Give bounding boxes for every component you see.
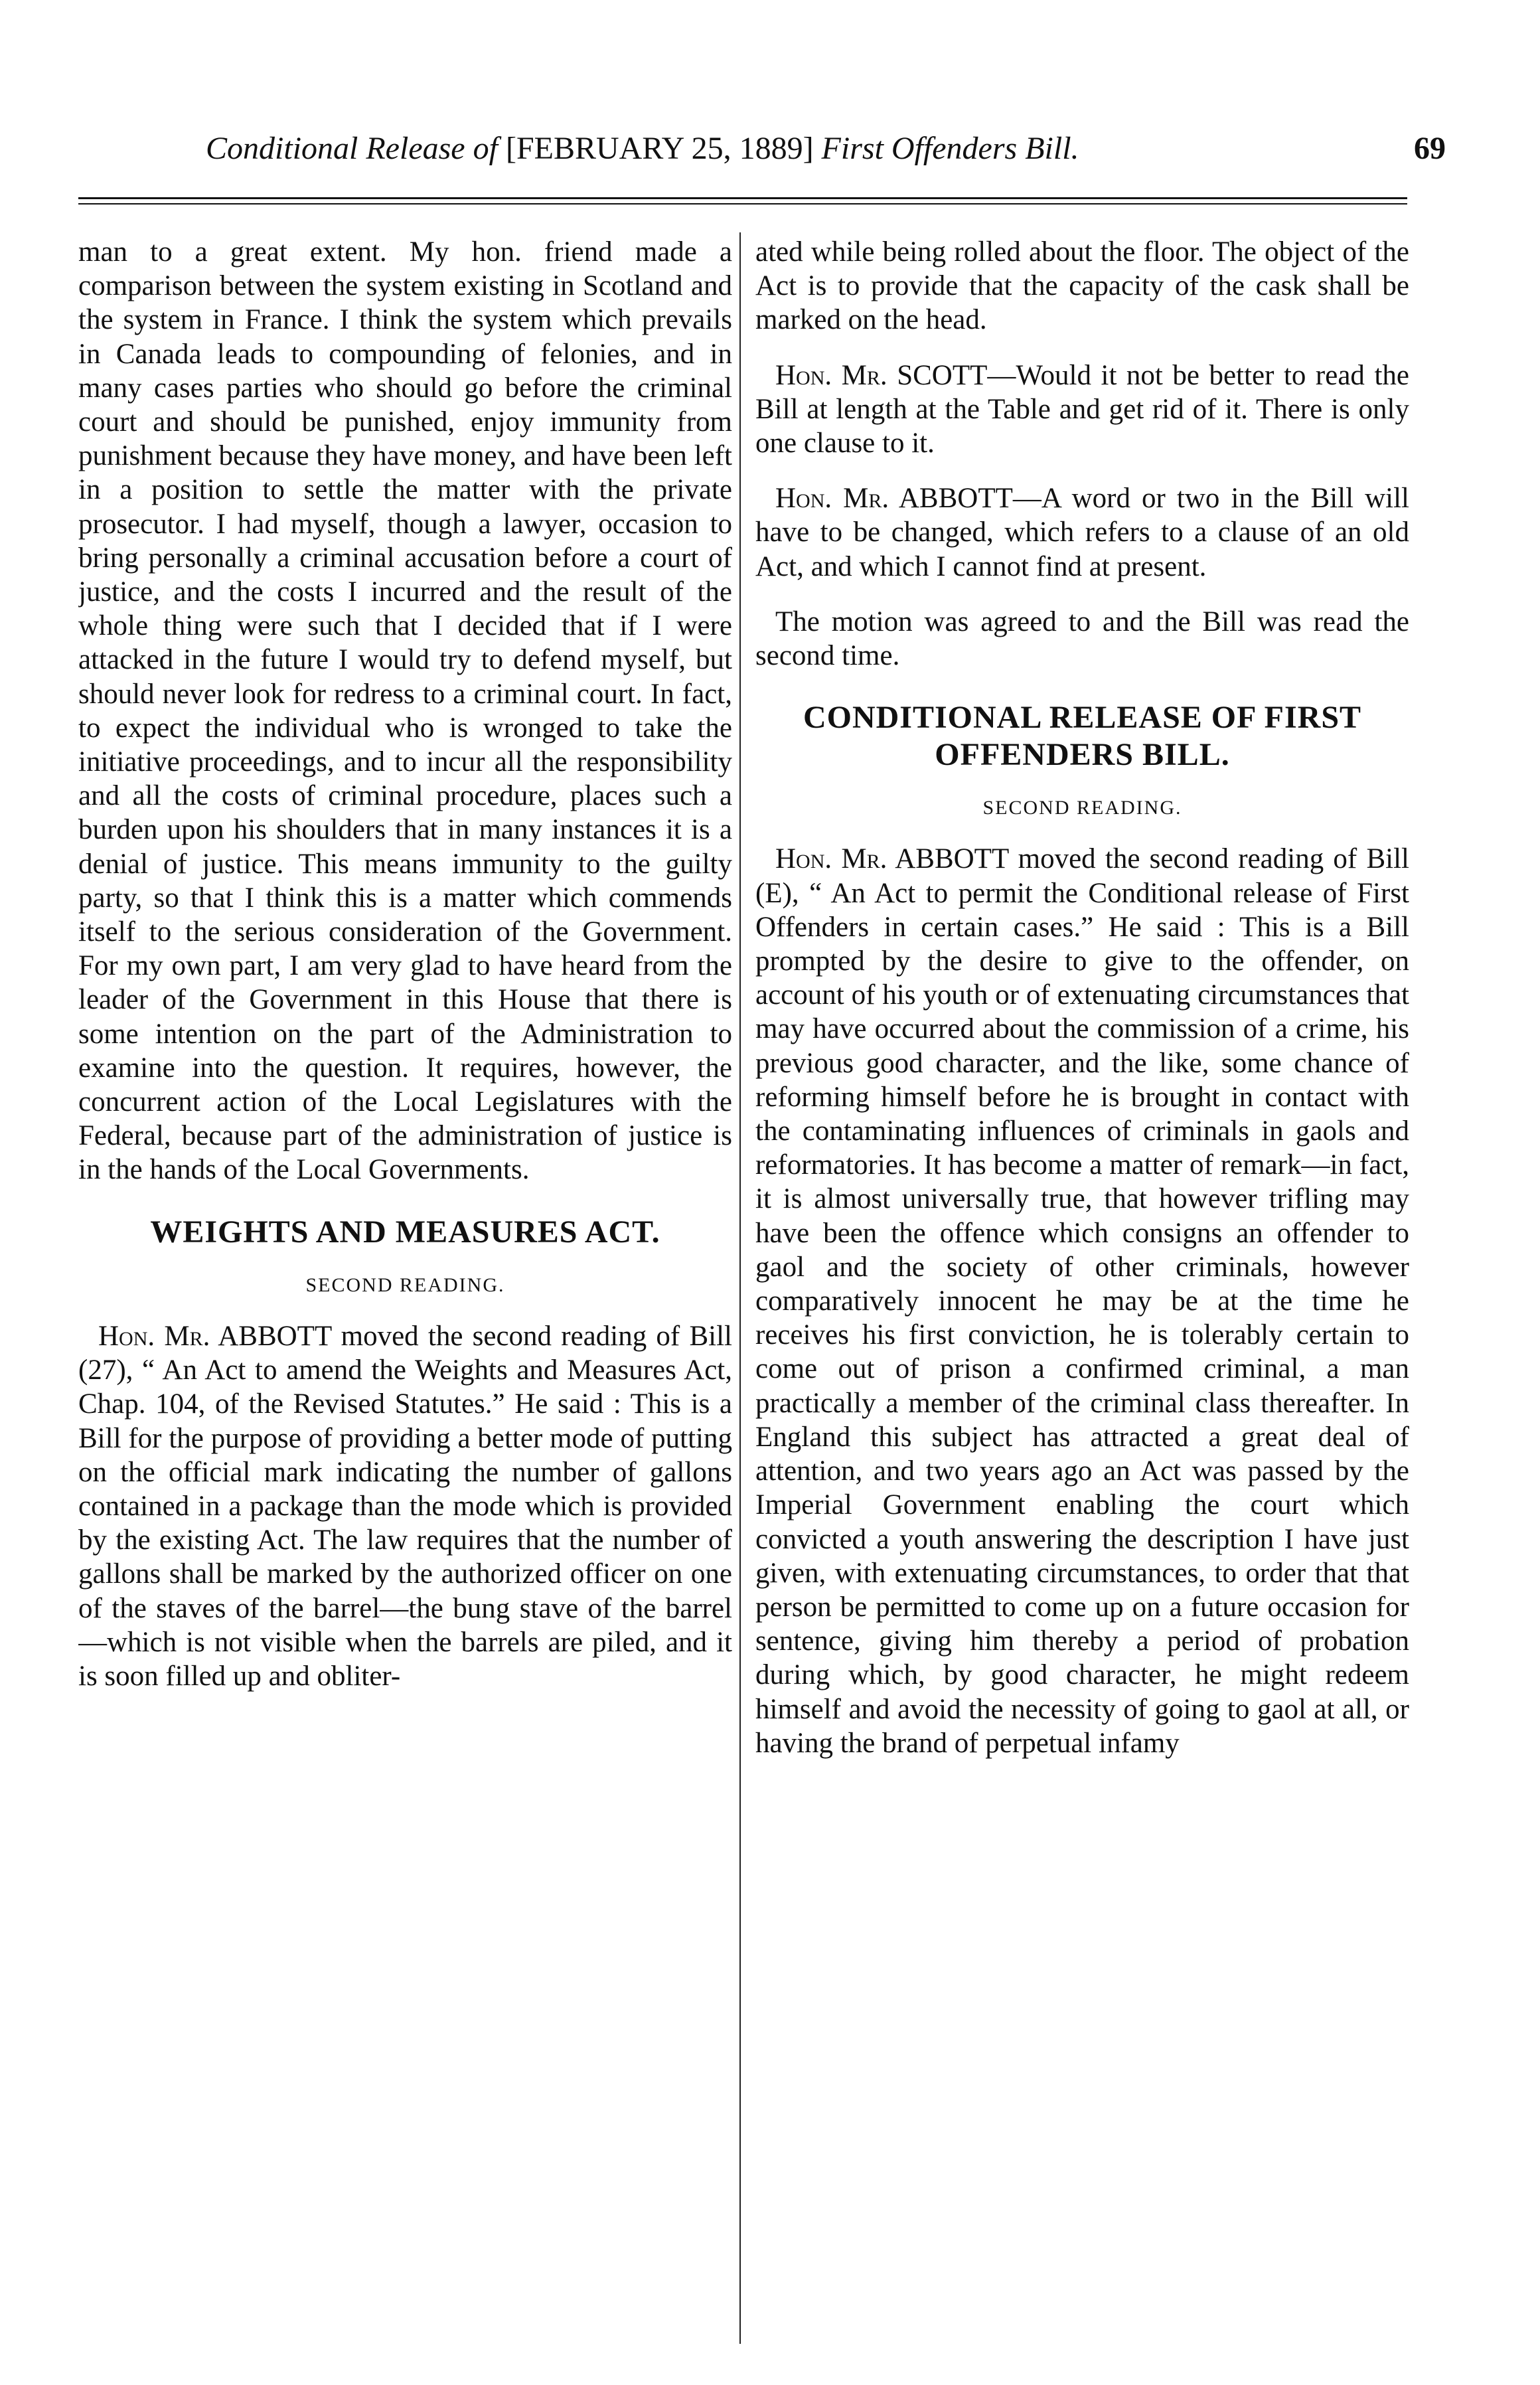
section-heading-weights-measures: WEIGHTS AND MEASURES ACT. bbox=[150, 1214, 660, 1250]
section-subheading-second-reading: SECOND READING. bbox=[305, 1274, 505, 1296]
section-heading-conditional-release: CONDITIONAL RELEASE OF FIRST OFFENDERS BILL. bbox=[803, 700, 1362, 773]
right-paragraph-2 bbox=[755, 359, 1409, 461]
running-head bbox=[206, 130, 1446, 167]
right-paragraph-3 bbox=[755, 481, 1409, 584]
left-column bbox=[78, 235, 732, 2346]
header-right-title: First Offenders Bill. bbox=[821, 131, 1079, 166]
section-subheading-second-reading: SECOND READING. bbox=[982, 797, 1182, 819]
speech-text: ABBOTT—A word or two in the Bill will have to be changed, which refers to a clause of an old Act, and which I cannot find at present. bbox=[755, 483, 1409, 582]
header-rule-top bbox=[78, 197, 1407, 199]
left-paragraph-2 bbox=[78, 1319, 732, 1693]
right-column bbox=[755, 235, 1409, 2346]
column-divider bbox=[739, 232, 741, 2344]
speech-text: ABBOTT moved the second reading of Bill (E), “ An Act to permit the Conditional release of First Offenders in certain cases.” He said : This is a Bill prompted by the desire to give to the offender, on account of his youth or of extenuating circumstances that may have occurred about the commission of a crime, his previous good character, and the like, some chance of reforming himself before he is brought in contact with the contaminating influences of criminals in gaols and reformatories. It has become a matter of remark—in fact, it is almost universally true, that however trifling may have been the offence which consigns an offender to gaol and the society of other criminals, however comparatively innocent he may be at the time he receives his first conviction, he is tolerably certain to come out of prison a confirmed criminal, a man practically a member of the criminal class thereafter. In England this subject has attracted a great deal of attention, and two years ago an Act was passed by the Imperial Government enabling the court which convicted a youth answering the description I have just given, with extenuating circumstances, to order that that person be permitted to come up on a future occasion for sentence, giving him thereby a period of probation during which, by good character, he might redeem himself and avoid the necessity of going to gaol at all, or having the brand of perpetual infamy bbox=[755, 843, 1409, 1759]
header-left-title: Conditional Release of bbox=[206, 131, 498, 166]
speaker-label: Hon. Mr. bbox=[98, 1320, 210, 1352]
speaker-label: Hon. Mr. bbox=[775, 359, 887, 391]
speech-text: SCOTT—Would it not be better to read the Bill at length at the Table and get rid of it. There is only one clause to it. bbox=[755, 359, 1409, 459]
right-paragraph-5 bbox=[755, 842, 1409, 1760]
page-number: 69 bbox=[1414, 131, 1446, 166]
right-paragraph-1: ated while being rolled about the floor. The object of the Act is to provide that the capacity of the cask shall be marked on the head. bbox=[755, 236, 1409, 336]
header-rule-bottom bbox=[78, 203, 1407, 205]
left-paragraph-1: man to a great extent. My hon. friend made a comparison between the system existing in Scotland and the system in France. I think the system which prevails in Canada leads to compounding of felonies, and in many cases parties who should go before the criminal court and should be punished, enjoy immunity from punishment because they have money, and have been left in a position to settle the matter with the private prosecutor. I had myself, though a lawyer, occasion to bring personally a criminal accusation before a court of justice, and the costs I incurred and the result of the whole thing were such that I decided that if I were attacked in the future I would try to defend myself, but should never look for redress to a criminal court. In fact, to expect the individual who is wronged to take the initiative proceedings, and to incur all the responsibility and all the costs of criminal procedure, places such a burden upon his shoulders that in many instances it is a denial of justice. This means immunity to the guilty party, so that I think this is a matter which commends itself to the serious consideration of the Government. For my own part, I am very glad to have heard from the leader of the Government in this House that there is some intention on the part of the Administration to examine into the question. It requires, however, the concurrent action of the Local Legislatures with the Federal, because part of the administration of justice is in the hands of the Local Governments. bbox=[78, 236, 732, 1186]
speech-text: ABBOTT moved the second reading of Bill (27), “ An Act to amend the Weights and Measures Act, Chap. 104, of the Revised Statutes.” He said : This is a Bill for the purpose of providing a better mode of putting on the official mark indicating the number of gallons contained in a package than the mode which is provided by the existing Act. The law requires that the number of gallons shall be marked by the authorized officer on one of the staves of the barrel—the bung stave of the barrel—which is not visible when the barrels are piled, and it is soon filled up and obliter- bbox=[78, 1320, 732, 1692]
right-paragraph-4: The motion was agreed to and the Bill was read the second time. bbox=[755, 606, 1409, 672]
speaker-label: Hon. Mr. bbox=[775, 483, 889, 515]
speaker-label: Hon. Mr. bbox=[775, 843, 887, 875]
header-date: [FEBRUARY 25, 1889] bbox=[505, 131, 814, 166]
